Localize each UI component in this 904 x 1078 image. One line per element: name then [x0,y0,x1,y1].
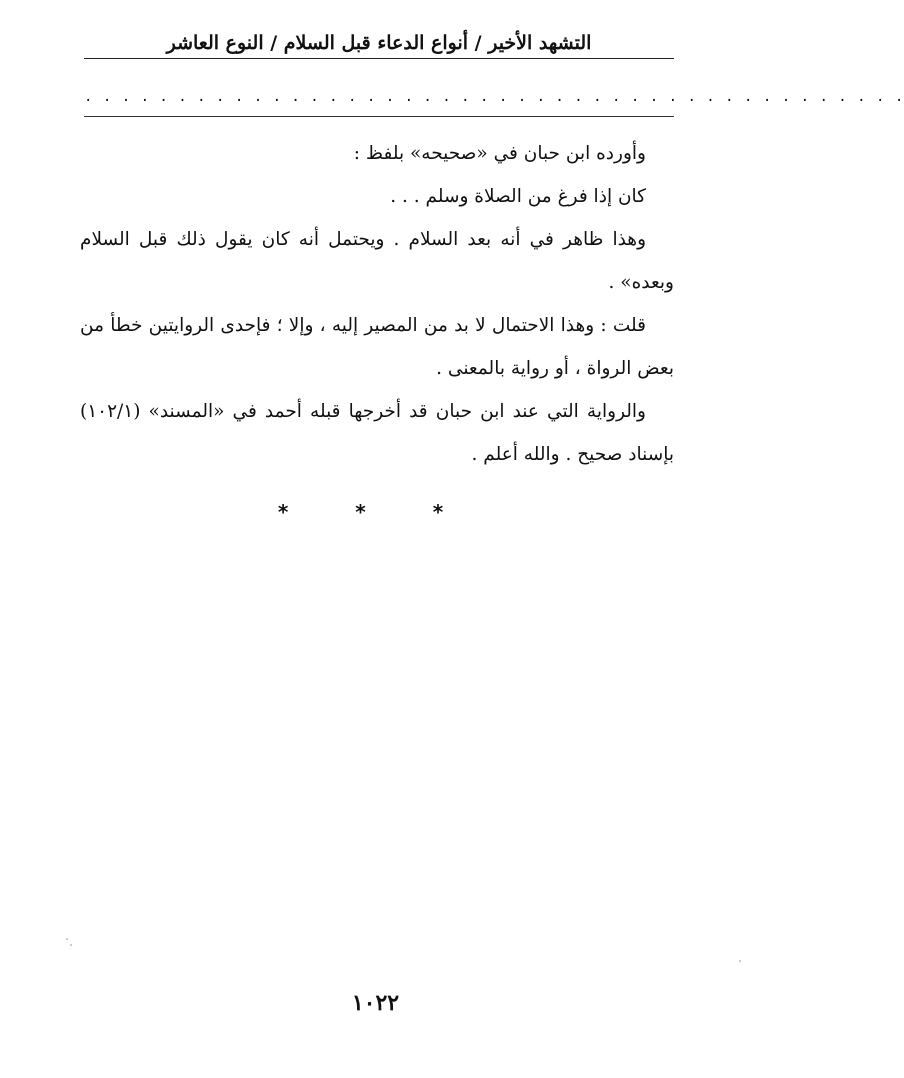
ellipsis-dots-line: . . . . . . . . . . . . . . . . . . . . . . . . . . . . . . . . . . . . . . . . . . . . [84,89,904,105]
header-rule [84,58,674,59]
body-text [80,132,674,476]
paragraph-interpretation: وهذا ظاهر في أنه بعد السلام . ويحتمل أنه كان يقول ذلك قبل السلام وبعده» . [80,229,674,293]
paragraph-ibn-hibban-intro: وأورده ابن حبان في «صحيحه» بلفظ : [353,143,646,164]
section-separator-asterisks: * * * [277,500,474,524]
paragraph-quote: كان إذا فرغ من الصلاة وسلم . . . [390,186,646,207]
dots-rule [84,116,674,117]
page-number: ١٠٢٢ [351,990,400,1016]
paragraph-author-comment: قلت : وهذا الاحتمال لا بد من المصير إليه ، وإلا ؛ فإحدى الروايتين خطأ من بعض الرواة ، أو رواية بالمعنى . [80,315,674,379]
scan-speck [739,960,741,962]
scan-speck [66,938,68,940]
paragraph-narration-source: والرواية التي عند ابن حبان قد أخرجها قبله أحمد في «المسند» (١٠٢/١) بإسناد صحيح . والله أعلم . [80,401,674,465]
scan-speck [70,944,72,946]
running-header: التشهد الأخير / أنواع الدعاء قبل السلام / النوع العاشر [166,32,592,54]
